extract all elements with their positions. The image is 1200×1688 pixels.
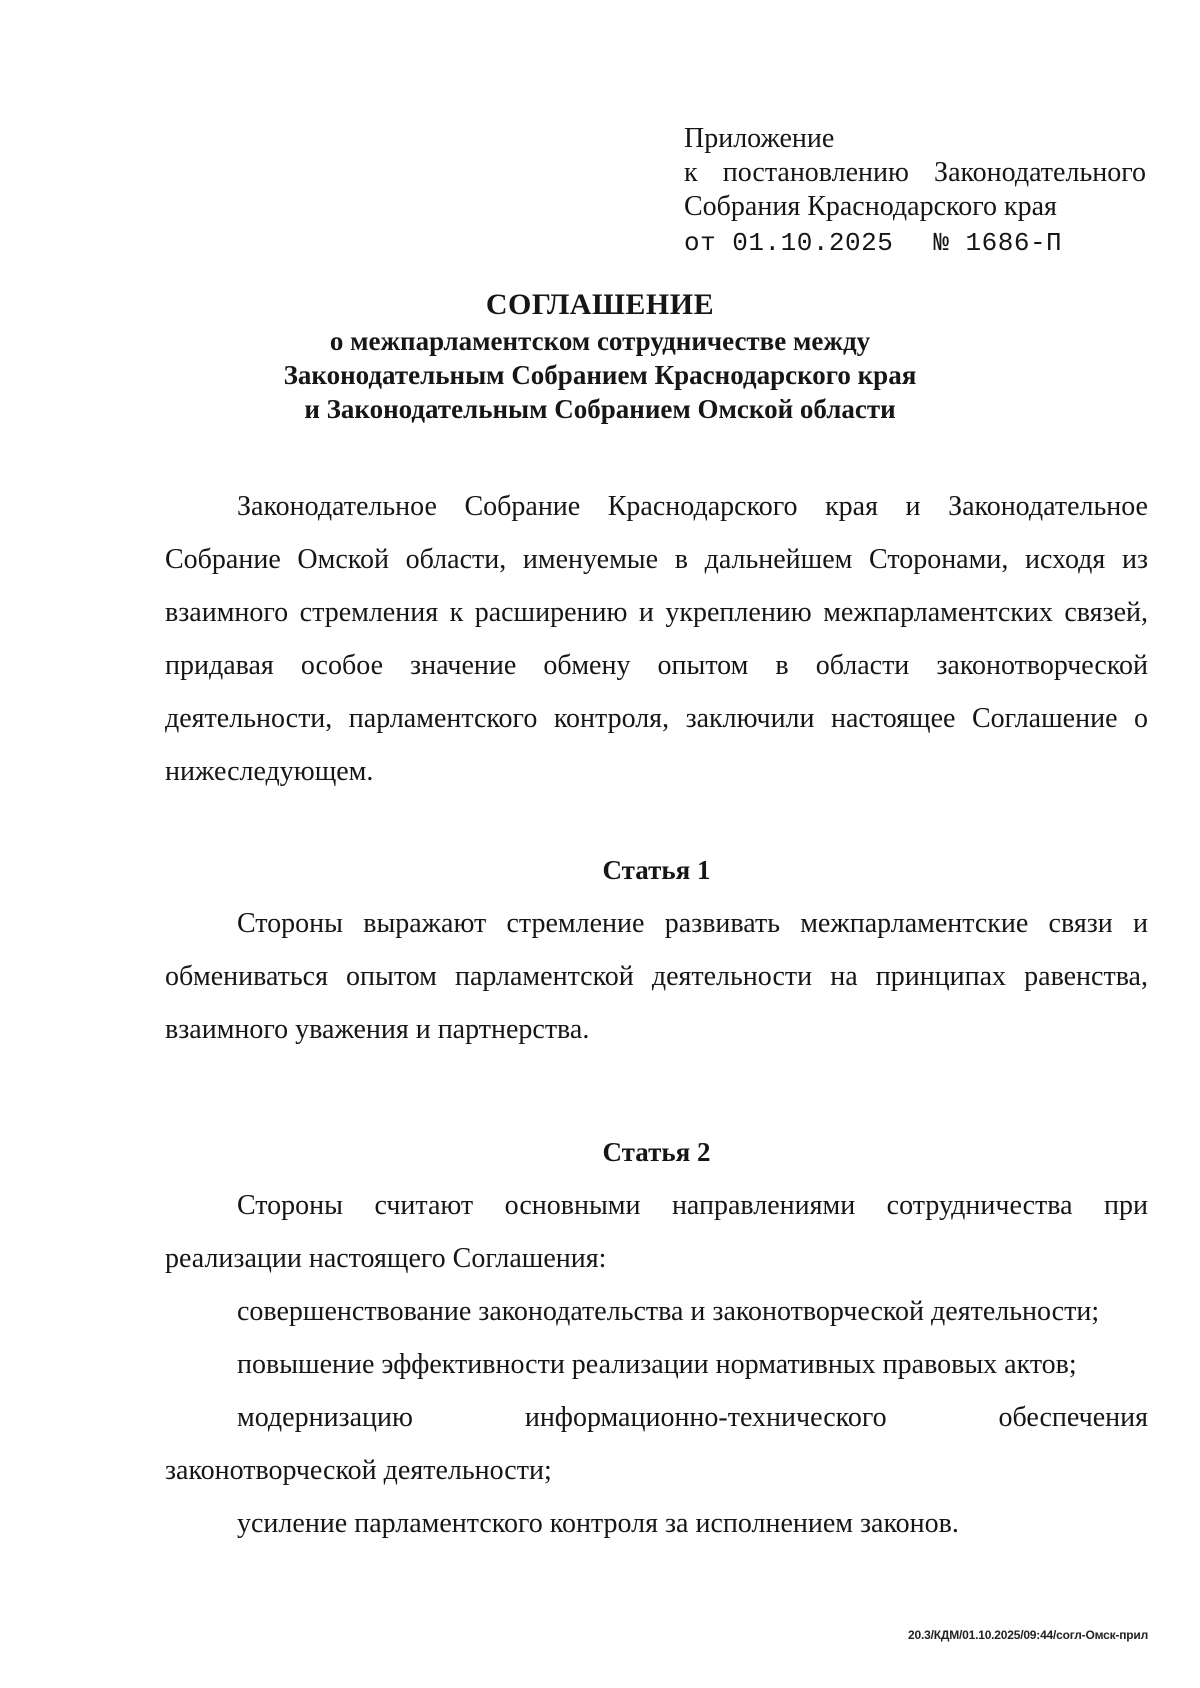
article-2-item-3: модернизацию информационно-технического обеспечения законотворческой деятельности; — [165, 1402, 1148, 1486]
article-2-item-1: совершенствование законодательства и законотворческой деятельности; — [237, 1296, 1100, 1327]
article-2-heading: Статья 2 — [602, 1137, 711, 1167]
appendix-assembly-line: Собрания Краснодарского края — [684, 191, 1057, 222]
resolution-number: № 1686-П — [933, 228, 1063, 258]
article-2-item-4: усиление парламентского контроля за исполнением законов. — [237, 1508, 959, 1539]
resolution-date: от 01.10.2025 — [684, 228, 894, 258]
footer-document-code: 20.3/КДМ/01.10.2025/09:44/согл-Омск-прил — [908, 1628, 1148, 1642]
title-sub-line-3: и Законодательным Собранием Омской области — [304, 394, 896, 424]
document-body — [165, 480, 1148, 1550]
article-2-item-2: повышение эффективности реализации нормативных правовых актов; — [237, 1349, 1077, 1380]
title-sub-line-2: Законодательным Собранием Краснодарского края — [283, 360, 917, 390]
article-1-text: Стороны выражают стремление развивать межпарламентские связи и обмениваться опытом парламентской деятельности на принципах равенства, взаимного уважения и партнерства. — [165, 908, 1148, 1045]
appendix-header — [684, 122, 1154, 260]
title-main: СОГЛАШЕНИЕ — [485, 288, 715, 321]
appendix-label: Приложение — [684, 123, 835, 154]
preamble-paragraph: Законодательное Собрание Краснодарского края и Законодательное Собрание Омской области, именуемые в дальнейшем Сторонами, исходя из взаимного стремления к расширению и укреплению межпарламентских связей, придавая особое значение обмену опытом в области законотворческой деятельности, парламентского контроля, заключили настоящее Соглашение о нижеследующем. — [165, 491, 1148, 787]
document-title — [0, 286, 1200, 426]
title-sub-line-1: о межпарламентском сотрудничестве между — [329, 326, 871, 356]
article-2-intro: Стороны считают основными направлениями сотрудничества при реализации настоящего Соглашения: — [165, 1190, 1148, 1274]
appendix-date-number — [684, 226, 1154, 260]
appendix-resolution-line: к постановлению Законодательного — [684, 157, 1146, 188]
article-1-heading: Статья 1 — [602, 855, 711, 885]
